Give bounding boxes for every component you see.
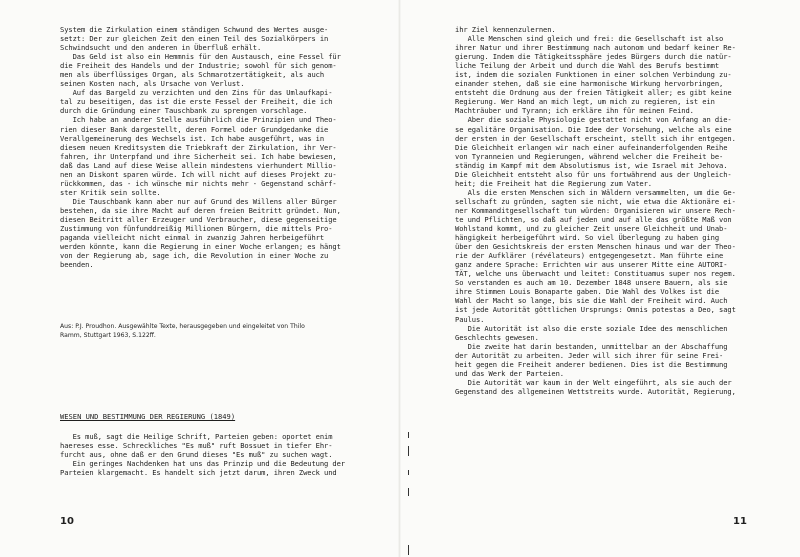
- page-number-left: 10: [60, 516, 74, 527]
- text-line: Aus: P.J. Proudhon. Ausgewählte Texte, herausgegeben und eingeleitet von Thilo: [60, 323, 305, 330]
- text-line: von Tyranneien und Regierungen, während welcher die Freiheit be-: [455, 151, 724, 161]
- text-line: ihre Stimmen Louis Bonaparte gaben. Die Wahl des Volkes ist die: [455, 287, 720, 297]
- text-line: entsteht die Ordnung aus der freien Tätigkeit aller; es gibt keine: [455, 88, 732, 98]
- text-line: TÄT, welche uns überwacht und leitet: Constituamus super nos regem.: [455, 269, 736, 279]
- text-line: setzt: Der zur gleichen Zeit den einen Teil des Sozialkörpers in: [60, 34, 329, 44]
- text-line: heit gegen die Freiheit anderer bedienen. Dies ist die Bestimmung: [455, 359, 728, 369]
- text-line: ist jede Autorität göttlichen Ursprungs: Omnis potestas a Deo, sagt: [455, 305, 736, 315]
- text-line: sellschaft zu gründen, sagten sie nicht, wie etwa die Aktionäre ei-: [455, 196, 736, 206]
- text-line: rie der Aufklärer (révélateurs) entgegengesetzt. Man führte eine: [455, 251, 724, 261]
- text-line: Alle Menschen sind gleich und frei: die Gesellschaft ist also: [455, 34, 724, 44]
- text-line: Die Gleichheit erlangen wir nach einer aufeinanderfolgenden Reihe: [455, 142, 728, 152]
- text-line: bestehen, da sie ihre Macht auf deren freien Beitritt gründet. Nun,: [60, 205, 341, 215]
- text-line: furcht aus, ohne daß er den Grund dieses "Es muß" zu suchen wagt.: [60, 450, 333, 460]
- text-line: Aber die soziale Physiologie gestattet nicht von Anfang an die-: [455, 115, 732, 125]
- text-line: Regierung. Wer Hand an mich legt, um mich zu regieren, ist ein: [455, 97, 715, 107]
- text-line: Verallgemeinerung des Wechsels ist. Ich habe ausgeführt, was in: [60, 133, 325, 143]
- source-citation: [60, 323, 305, 341]
- right-page: [400, 0, 800, 557]
- text-line: werden könnte, kann die Regierung in einer Woche erlangen; es hängt: [60, 242, 341, 252]
- text-line: rien dieser Bank dargestellt, deren Formel oder Grundgedanke die: [60, 124, 329, 134]
- text-line: Machträuber und Tyrann; ich erkläre ihn für meinen Feind.: [455, 106, 694, 116]
- text-line: einander stehen, daß sie eine harmonische Wirkung hervorbringen,: [455, 79, 724, 89]
- text-line: Es muß, sagt die Heilige Schrift, Parteien geben: oportet enim: [60, 432, 333, 441]
- text-line: ner Kommanditgesellschaft tun würden: Organisieren wir unsere Rech-: [455, 205, 736, 215]
- text-line: haereses esse. Schreckliches "Es muß" ruft Bossuet in tiefer Ehr-: [60, 441, 333, 451]
- text-line: Die Autorität ist also die erste soziale Idee des menschlichen: [455, 323, 728, 333]
- text-line: hängigkeit herbeigeführt wird. So viel Überlegung zu haben ging: [455, 233, 720, 243]
- text-line: der ersten in der Gesellschaft erscheint, stellt sich ihr entgegen.: [455, 133, 736, 143]
- text-line: Ramm, Stuttgart 1963, S.122ff.: [60, 332, 156, 340]
- text-line: men als überflüssiges Organ, als Schmarotzertätigkeit, als auch: [60, 70, 325, 80]
- text-line: Die Autorität war kaum in der Welt eingeführt, als sie auch der: [455, 377, 732, 387]
- text-line: Parteien klargemacht. Es handelt sich jetzt darum, ihren Zweck und: [60, 468, 337, 478]
- text-line: seinen Kosten nach, als Ursache von Verlust.: [60, 79, 245, 89]
- text-line: rückkommen, das - ich wünsche mir nichts mehr - Gegenstand schärf-: [60, 178, 337, 188]
- text-line: paganda vielleicht nicht einmal in zwanzig Jahren herbeigeführt: [60, 233, 325, 243]
- text-line: So verstanden es auch am 10. Dezember 1848 unsere Bauern, als sie: [455, 278, 728, 288]
- text-line: über den Gesichtskreis der ersten Menschen hinaus und war der Theo-: [455, 242, 736, 252]
- text-line: Auf das Bargeld zu verzichten und den Zins für das Umlaufkapi-: [60, 88, 333, 98]
- text-line: Die Gleichheit entsteht also für uns fortwährend aus der Ungleich-: [455, 169, 732, 179]
- text-line: Wohlstand kommt, und zu gleicher Zeit unsere Gleichheit und Unab-: [455, 224, 728, 234]
- right-page-body-text: [455, 25, 736, 396]
- text-line: ihrer Natur und ihrer Bestimmung nach autonom und bedarf keiner Re-: [455, 43, 736, 53]
- text-line: von der Regierung ab, sage ich, die Revolution in einer Woche zu: [60, 251, 329, 261]
- text-line: System die Zirkulation einem ständigen Schwund des Wertes ausge-: [60, 25, 329, 34]
- text-line: Als die ersten Menschen sich in Wäldern versammelten, um die Ge-: [455, 187, 736, 197]
- text-line: die Freiheit des Handels und der Industrie; sowohl für sich genom-: [60, 61, 337, 71]
- text-line: Gegenstand des allgemeinen Wettstreits wurde. Autorität, Regierung,: [455, 386, 736, 396]
- section-body-text: [60, 432, 345, 477]
- text-line: durch die Gründung einer Tauschbank zu sprengen vorschlage.: [60, 106, 308, 116]
- text-line: liche Teilung der Arbeit und durch die Wahl des Berufs bestimmt: [455, 61, 720, 71]
- text-line: diesen Beitritt aller Erzeuger und Verbraucher, diese gegenseitige: [60, 214, 337, 224]
- text-line: der Autorität zu arbeiten. Jeder will sich ihrer für seine Frei-: [455, 350, 724, 360]
- text-line: Ein geringes Nachdenken hat uns das Prinzip und die Bedeutung der: [60, 459, 345, 469]
- text-line: diesem neuen Kreditsystem die Triebkraft der Zirkulation, ihr Ver-: [60, 142, 337, 152]
- text-line: Wahl der Macht so lange, bis sie die Wahl der Freiheit wird. Auch: [455, 296, 728, 306]
- text-line: daß das Land auf diese Weise allein mindestens vierhundert Millio-: [60, 160, 337, 170]
- text-line: ganz andere Sprache: Errichten wir aus unserer Mitte eine AUTORI-: [455, 260, 728, 270]
- text-line: heit; die Freiheit hat die Regierung zum Vater.: [455, 178, 652, 188]
- text-line: und das Werk der Parteien.: [455, 368, 564, 378]
- text-line: te und Pflichten, so daß auf jeden und auf alle das größte Maß von: [455, 214, 732, 224]
- text-line: Ich habe an anderer Stelle ausführlich die Prinzipien und Theo-: [60, 115, 337, 125]
- text-line: beenden.: [60, 260, 94, 270]
- page-number-right: 11: [733, 516, 747, 527]
- text-line: fahren, ihr Unterpfand und ihre Sicherheit sei. Ich habe bewiesen,: [60, 151, 337, 161]
- text-line: Paulus.: [455, 314, 485, 324]
- text-line: Das Geld ist also ein Hemmnis für den Austausch, eine Fessel für: [60, 52, 341, 62]
- section-heading: WESEN UND BESTIMMUNG DER REGIERUNG (1849): [60, 412, 236, 421]
- text-line: ständig im Kampf mit dem Absolutismus ist, wie Israel mit Jehova.: [455, 160, 728, 170]
- text-line: gierung. Indem die Tätigkeitssphäre jedes Bürgers durch die natür-: [455, 52, 732, 62]
- text-line: Zustimmung von fünfunddreißig Millionen Bürgern, die mittels Pro-: [60, 224, 333, 234]
- text-line: Schwindsucht und den anderen in Überfluß erhält.: [60, 43, 262, 53]
- text-line: ster Kritik sein sollte.: [60, 187, 161, 197]
- text-line: Geschlechts gewesen.: [455, 332, 539, 342]
- text-line: tal zu beseitigen, das ist die erste Fessel der Freiheit, die ich: [60, 97, 333, 107]
- text-line: Die zweite hat darin bestanden, unmittelbar an der Abschaffung: [455, 341, 728, 351]
- text-line: ist, indem die sozialen Funktionen in einer solchen Verbindung zu-: [455, 70, 732, 80]
- text-line: Die Tauschbank kann aber nur auf Grund des Willens aller Bürger: [60, 196, 337, 206]
- text-line: ihr Ziel kennenzulernen.: [455, 25, 556, 34]
- text-line: nen an Diskont sparen würde. Ich will nicht auf dieses Projekt zu-: [60, 169, 337, 179]
- left-page-body-text: [60, 25, 341, 269]
- text-line: se egalitäre Organisation. Die Idee der Vorsehung, welche als eine: [455, 124, 732, 134]
